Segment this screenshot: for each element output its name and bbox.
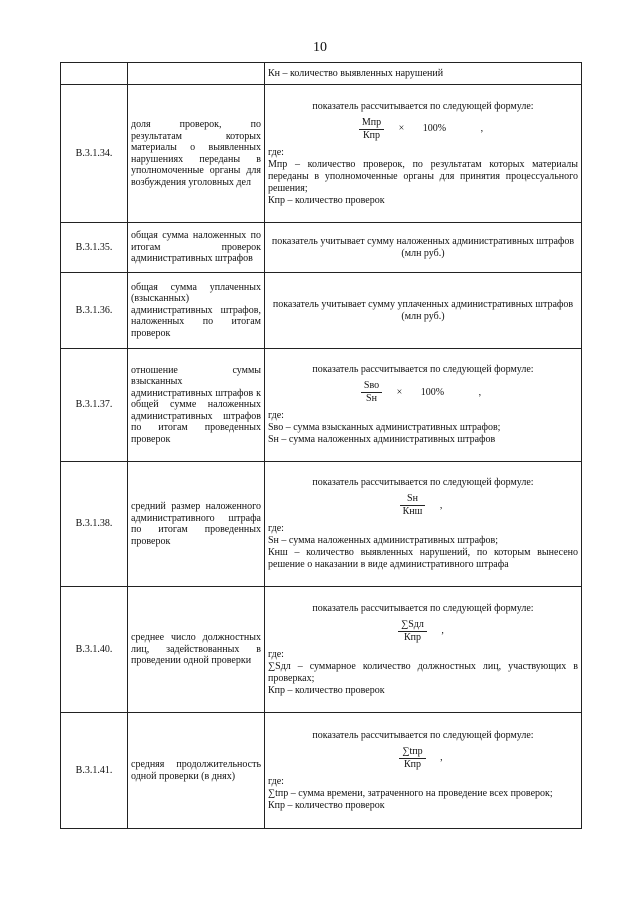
description-cell [265, 85, 582, 223]
name-cell: средняя продолжительность одной проверки (в днях) [128, 713, 265, 829]
fraction [359, 117, 384, 142]
name-cell: общая сумма уплаченных (взысканных) административных штрафов, наложенных по итогам проверок [128, 273, 265, 349]
denominator: Кпр [403, 758, 421, 770]
name-cell: средний размер наложенного административного штрафа по итогам проведенных проверок [128, 462, 265, 587]
numerator: ∑tпр [399, 746, 425, 759]
legend-line: Sн – сумма наложенных административных штрафов; [268, 535, 499, 546]
table-row [61, 713, 582, 829]
formula [268, 493, 578, 517]
factor: 100% [420, 386, 445, 398]
name-cell: доля проверок, по результатам которых материалы о выявленных нарушениях переданы в уполномоченные органы для возбуждения уголовных дел [128, 85, 265, 223]
fraction [361, 380, 382, 405]
denominator: Кнш [402, 506, 423, 517]
legend-line: Кпр – количество проверок [268, 194, 385, 206]
formula-intro: показатель рассчитывается по следующей формуле: [312, 477, 534, 488]
formula-tail: , [478, 386, 482, 398]
fraction [400, 493, 426, 518]
fraction [399, 746, 425, 771]
description-cell: показатель учитывает сумму уплаченных административных штрафов (млн руб.) [265, 273, 582, 349]
formula-tail: , [440, 752, 443, 763]
code-cell: В.3.1.38. [61, 462, 128, 587]
description-cell [265, 349, 582, 462]
page-number: 10 [313, 40, 327, 55]
where-label: где: [268, 648, 284, 660]
code-cell: В.3.1.35. [61, 223, 128, 273]
table-row [61, 273, 582, 349]
formula [268, 380, 578, 404]
formula-intro: показатель рассчитывается по следующей формуле: [312, 729, 534, 741]
table-row [61, 223, 582, 273]
table-row [61, 462, 582, 587]
legend-line: ∑tпр – сумма времени, затраченного на проведение всех проверок; [268, 787, 553, 799]
formula-intro: показатель рассчитывается по следующей формуле: [312, 602, 534, 614]
formula-tail: , [441, 625, 444, 636]
legend-line: Кнш – количество выявленных нарушений, по которым вынесено решение о наказании в виде административного штрафа [268, 547, 578, 570]
table-row [61, 587, 582, 713]
name-cell: среднее число должностных лиц, задействованных в проведении одной проверки [128, 587, 265, 713]
description-cell [265, 462, 582, 587]
numerator: Мпр [359, 117, 384, 130]
table-row [61, 349, 582, 462]
factor: 100% [422, 123, 447, 134]
denominator: Кпр [403, 631, 422, 643]
legend-line: Sво – сумма взысканных административных штрафов; [268, 422, 501, 433]
where-label: где: [268, 775, 284, 787]
legend-line: Кпр – количество проверок [268, 684, 385, 696]
name-cell: общая сумма наложенных по итогам проверок административных штрафов [128, 223, 265, 273]
formula [268, 746, 578, 770]
legend-line: Кн – количество выявленных нарушений [268, 67, 444, 79]
numerator: Sн [400, 493, 426, 506]
denominator: Sн [366, 393, 377, 404]
formula-intro: показатель рассчитывается по следующей формуле: [312, 100, 534, 112]
legend-line: Мпр – количество проверок, по результатам которых материалы переданы в уполномоченные органы для принятия процессуального решения; [268, 158, 578, 194]
denominator: Кпр [362, 129, 381, 141]
description-cell [265, 713, 582, 829]
multiply-sign: × [396, 386, 403, 398]
description-cell [265, 63, 582, 85]
legend-line: Кпр – количество проверок [268, 799, 385, 811]
description-cell: показатель учитывает сумму наложенных административных штрафов (млн руб.) [265, 223, 582, 273]
numerator: Sво [361, 380, 382, 393]
formula-tail: , [480, 123, 484, 134]
name-cell: отношение суммы взысканных административных штрафов к общей сумме наложенных административных штрафов по итогам проведенных проверок [128, 349, 265, 462]
multiply-sign: × [398, 123, 405, 134]
description-cell [265, 587, 582, 713]
legend-line: ∑Sдл – суммарное количество должностных лиц, участвующих в проверках; [268, 660, 578, 684]
where-label: где: [268, 410, 284, 421]
legend-line: Sн – сумма наложенных административных штрафов [268, 434, 496, 445]
formula-intro: показатель рассчитывается по следующей формуле: [312, 364, 534, 375]
formula [268, 619, 578, 643]
indicators-table [60, 62, 582, 829]
table-row [61, 85, 582, 223]
formula [268, 117, 578, 141]
fraction [398, 619, 427, 644]
where-label: где: [268, 523, 284, 534]
numerator: ∑Sдл [398, 619, 427, 632]
code-cell [61, 63, 128, 85]
code-cell: В.3.1.40. [61, 587, 128, 713]
code-cell: В.3.1.36. [61, 273, 128, 349]
code-cell: В.3.1.41. [61, 713, 128, 829]
code-cell: В.3.1.34. [61, 85, 128, 223]
where-label: где: [268, 146, 284, 158]
code-cell: В.3.1.37. [61, 349, 128, 462]
table-row [61, 63, 582, 85]
name-cell [128, 63, 265, 85]
formula-tail: , [439, 499, 443, 511]
